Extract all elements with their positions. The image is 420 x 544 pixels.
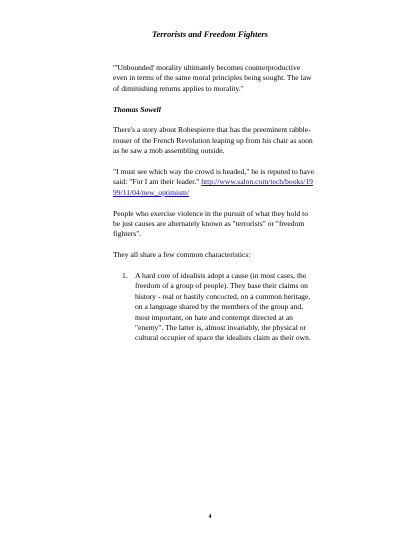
page-number: 4: [208, 514, 212, 520]
body-paragraph-characteristics-intro: They all share a few common characteristics:: [113, 250, 251, 260]
body-paragraph-quote: [113, 167, 316, 198]
list-item: [113, 271, 316, 344]
characteristics-list: [113, 271, 316, 344]
epigraph-quote: "'Unbounded' morality ultimately becomes counterproductive even in terms of the same moral principles being sought. The law of diminishing returns applies to morality.": [113, 63, 312, 93]
body-paragraph-robespierre: There's a story about Robespierre that has the preeminent rabble-rouser of the French Revolution leaping up from his chair as soon as he saw a mob assembling outside.: [113, 125, 313, 156]
epigraph-author: Thomas Sowell: [113, 104, 161, 114]
page-title: Terrorists and Freedom Fighters: [152, 29, 268, 39]
document-body: [113, 63, 316, 344]
body-paragraph-definition: People who exercise violence in the pursuit of what they hold to be just causes are alternately known as "terrorists" or "freedom fighters".: [113, 208, 309, 239]
list-item-text: A hard core of idealists adopt a cause (in most cases, the freedom of a group of people). They base their claims on history - real or hastily concocted, on a common heritage, on a language shared by the members of the group and, most important, on hate and contempt directed at an "enemy". The latter is, almost invariably, the physical or cultural occupier of space the idealists claim as their own.: [135, 271, 311, 343]
source-link[interactable]: http://www.salon.com/tech/books/1999/11/04/new_optimism/: [113, 177, 313, 197]
body-paragraph-quote-text: "I must see which way the crowd is headed," he is reputed to have said: "For I am their leader.": [113, 167, 315, 187]
list-item-number: 1.: [122, 271, 128, 281]
